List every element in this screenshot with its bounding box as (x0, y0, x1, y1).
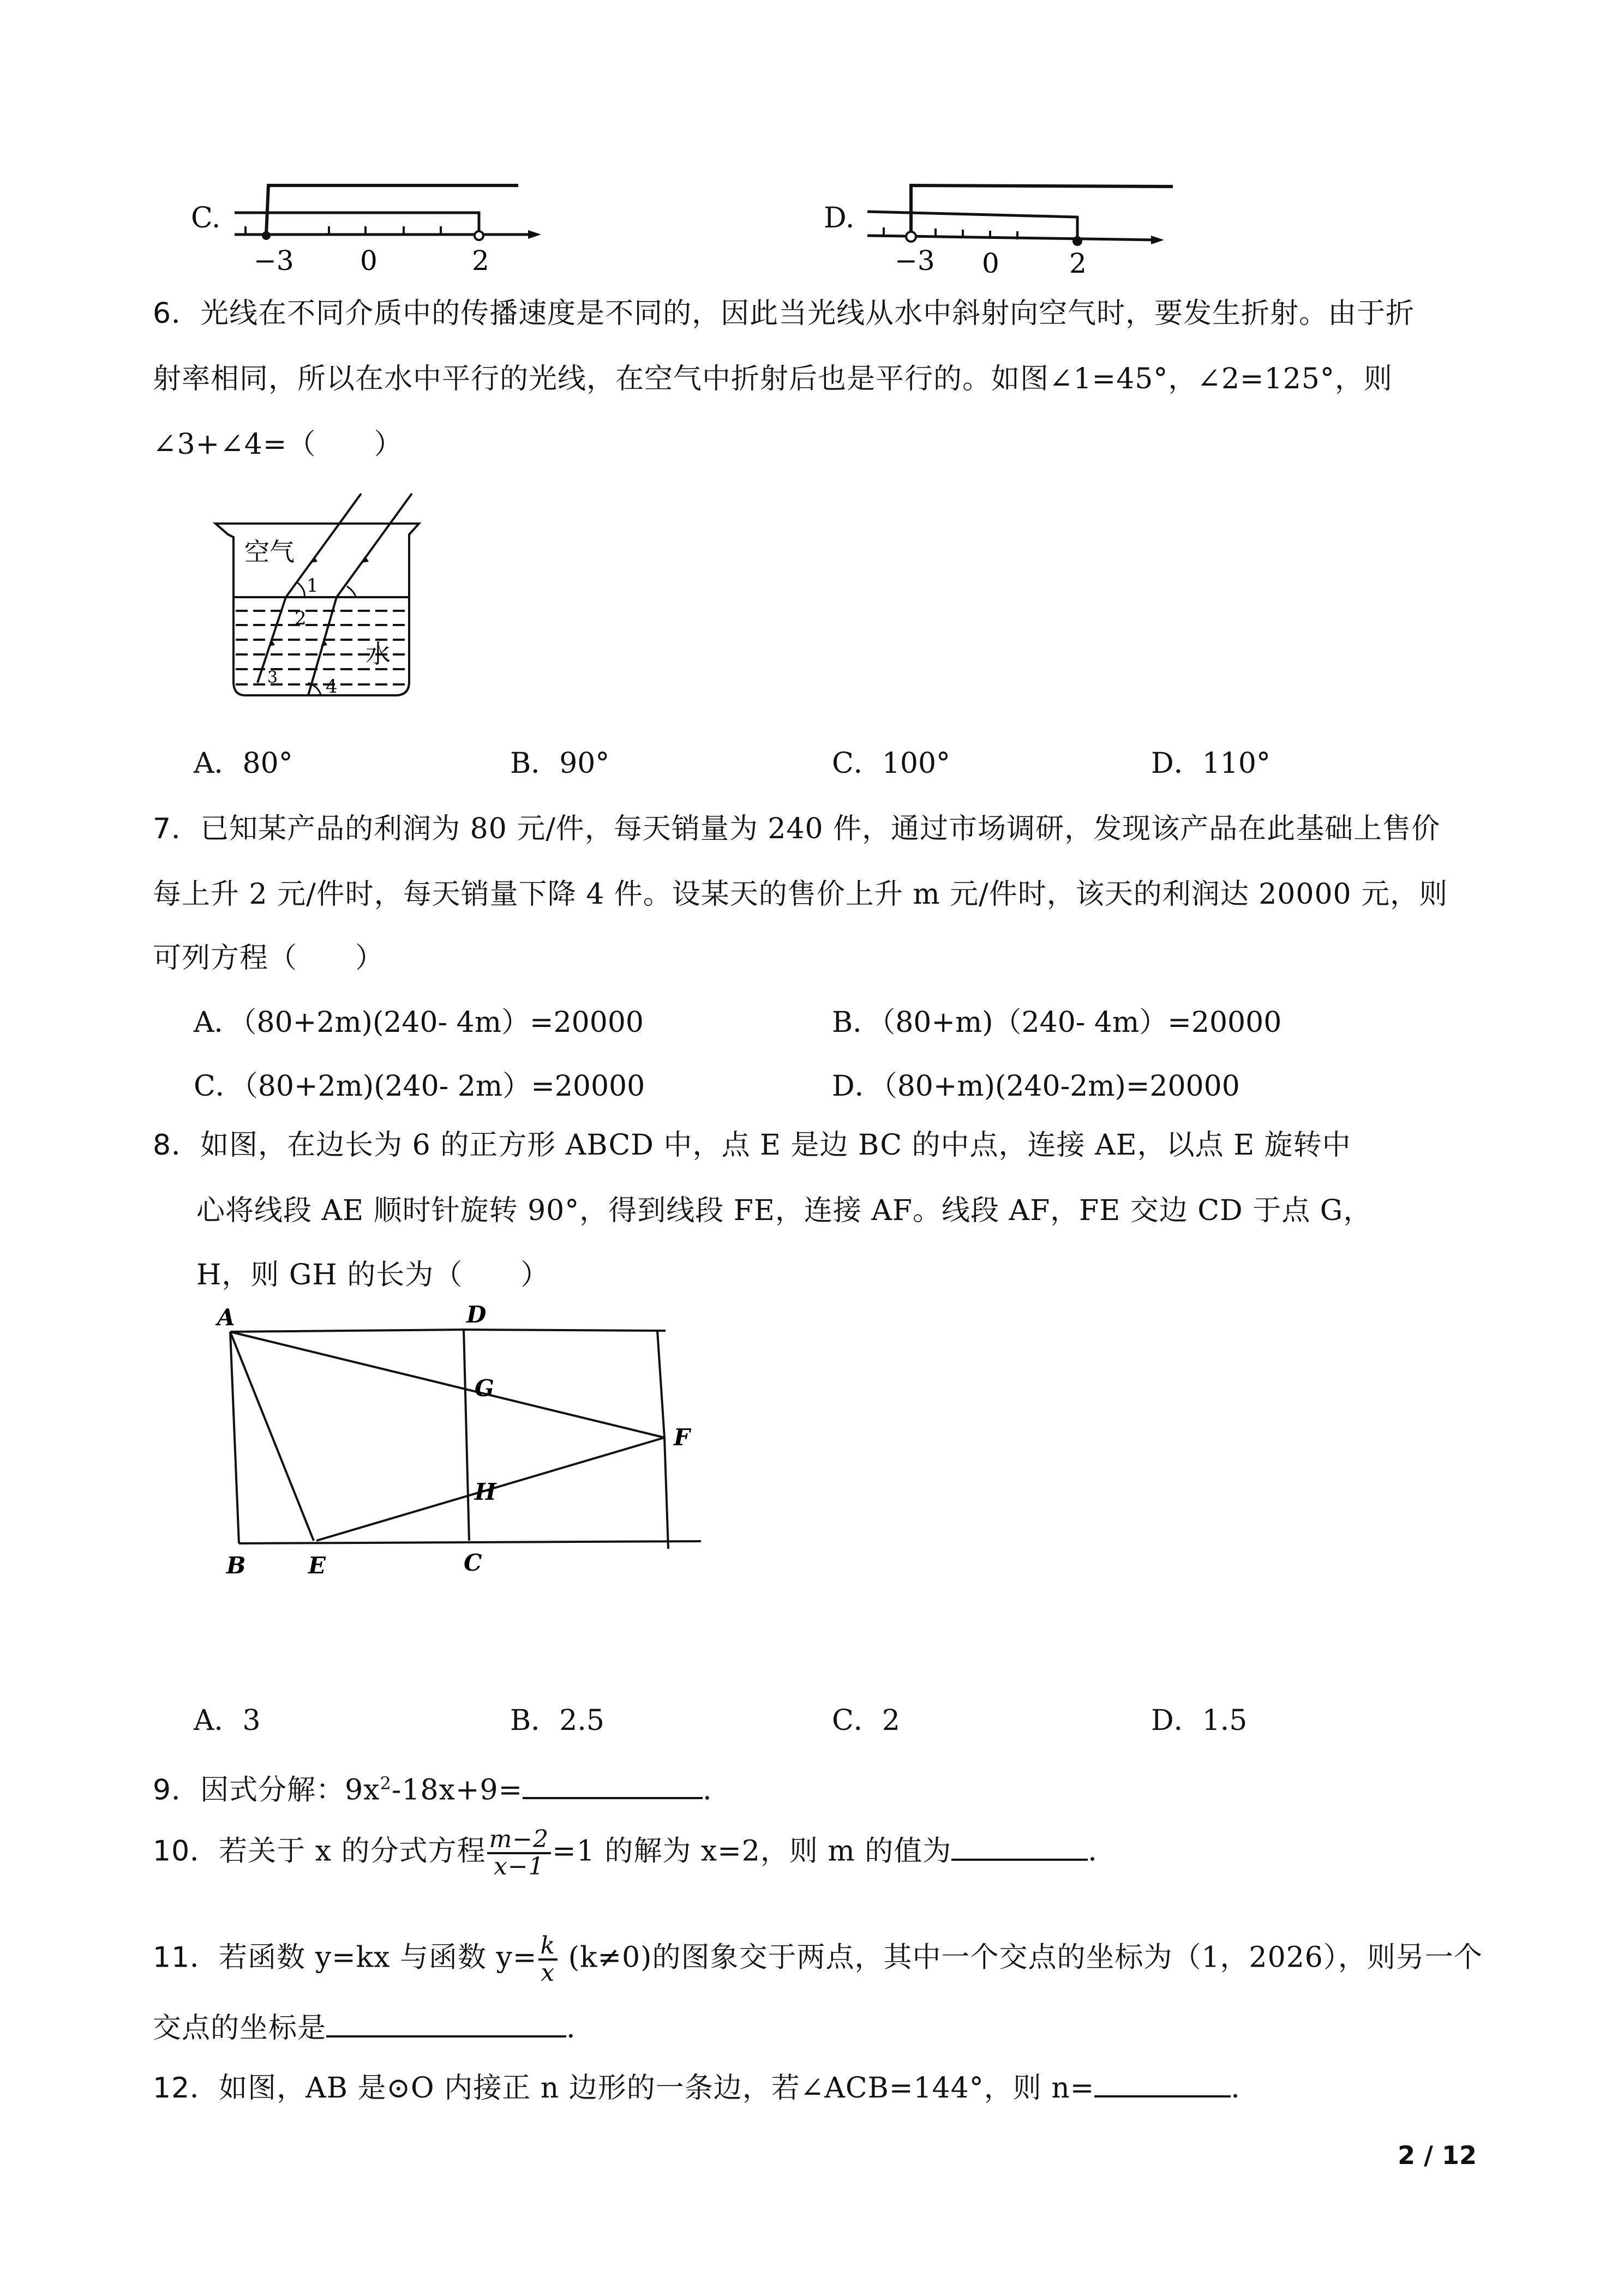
fraction-numerator: m−2 (487, 1827, 552, 1854)
q6-line-1 (153, 297, 1415, 330)
tick-label: 0 (982, 248, 999, 273)
q6-option-d[interactable]: D．110° (1151, 747, 1271, 780)
angle-label: 1 (307, 575, 319, 597)
number-line-c-figure (229, 164, 622, 273)
open-point (475, 231, 483, 240)
q8-line-1 (153, 1129, 1351, 1162)
point-label: F (674, 1424, 690, 1451)
answer-blank[interactable] (1094, 2067, 1231, 2097)
question-number: 8． (153, 1129, 201, 1162)
point-label: C (464, 1549, 482, 1576)
question-text: 交点的坐标是 (153, 2012, 327, 2045)
q7-line-3: 可列方程（ ） (153, 942, 385, 975)
question-number: 7． (153, 813, 201, 845)
page-indicator: 2 / 12 (1398, 2141, 1477, 2170)
answer-blank[interactable] (523, 1769, 703, 1799)
question-text: -18x+9= (391, 1774, 523, 1807)
tick-label: 2 (472, 245, 489, 273)
question-text: 因式分解：9x (200, 1774, 380, 1807)
point-label: B (226, 1552, 246, 1579)
q7-option-d[interactable]: D．（80+m)(240-2m)=20000 (832, 1070, 1240, 1103)
filled-point (262, 231, 271, 240)
question-text: 若关于 x 的分式方程 (219, 1835, 486, 1868)
q8-option-a[interactable]: A．3 (194, 1704, 261, 1737)
refraction-beaker-figure (185, 480, 458, 709)
q11-line-2 (153, 2007, 576, 2045)
q7-option-c[interactable]: C．（80+2m)(240- 2m）=20000 (194, 1070, 645, 1103)
q10-line (153, 1827, 1098, 1879)
period: . (1231, 2072, 1241, 2105)
fraction-numerator: k (538, 1933, 558, 1961)
q6-option-a[interactable]: A．80° (194, 747, 293, 780)
question-number: 9． (153, 1774, 201, 1807)
fraction (538, 1933, 558, 1986)
question-text: 如图，在边长为 6 的正方形 ABCD 中，点 E 是边 BC 的中点，连接 AE，以点 E 旋转中 (200, 1129, 1351, 1162)
q8-line-2: 心将线段 AE 顺时针旋转 90°，得到线段 FE，连接 AF。线段 AF，FE 交边 CD 于点 G， (196, 1194, 1373, 1227)
tick-label: 2 (1069, 248, 1087, 273)
angle-label: 3 (267, 668, 278, 687)
tick-label: −3 (895, 245, 935, 273)
q6-line-3: ∠3+∠4=（ ） (153, 428, 403, 461)
angle-label: 2 (295, 608, 307, 629)
q6-line-2: 射率相同，所以在水中平行的光线，在空气中折射后也是平行的。如图∠1=45°，∠2=125°，则 (153, 363, 1393, 395)
point-label: D (466, 1301, 487, 1328)
tick-label: 0 (360, 245, 377, 273)
air-label: 空气 (244, 537, 295, 567)
q9-line (153, 1767, 712, 1806)
exponent: 2 (380, 1773, 392, 1794)
point-label: G (475, 1375, 494, 1402)
filled-point (1072, 236, 1082, 246)
angle-label: 4 (326, 676, 338, 698)
q7-line-1 (153, 813, 1440, 845)
fraction (487, 1827, 552, 1879)
q8-line-3: H，则 GH 的长为（ ） (196, 1259, 550, 1291)
fraction-denominator: x (541, 1959, 555, 1987)
tick-label: −3 (254, 245, 294, 273)
q6-option-b[interactable]: B．90° (510, 747, 610, 780)
option-label: C. (191, 202, 221, 235)
question-text: 已知某产品的利润为 80 元/件，每天销量为 240 件，通过市场调研，发现该产品在此基础上售价 (200, 813, 1441, 845)
question-text: 如图，AB 是⊙O 内接正 n 边形的一条边，若∠ACB=144°，则 n= (219, 2072, 1095, 2105)
q7-line-2: 每上升 2 元/件时，每天销量下降 4 件。设某天的售价上升 m 元/件时，该天的利润达 20000 元，则 (153, 878, 1448, 911)
point-label: H (475, 1478, 496, 1505)
fraction-denominator: x−1 (494, 1853, 544, 1880)
period: . (1088, 1835, 1098, 1868)
water-label: 水 (365, 639, 391, 669)
q7-option-b[interactable]: B．（80+m)（240- 4m）=20000 (832, 1006, 1282, 1039)
q7-option-a[interactable]: A．（80+2m)(240- 4m）=20000 (194, 1006, 644, 1039)
option-label: D. (824, 202, 855, 235)
answer-blank[interactable] (951, 1830, 1088, 1861)
point-label: A (217, 1304, 235, 1331)
q12-line (153, 2067, 1241, 2105)
question-number: 6． (153, 297, 201, 330)
question-text: 若函数 y=kx 与函数 y= (219, 1941, 537, 1974)
open-point (906, 232, 916, 242)
question-number: 11． (153, 1941, 219, 1974)
point-label: E (308, 1552, 326, 1579)
q8-option-b[interactable]: B．2.5 (510, 1704, 604, 1737)
number-line-d-figure (867, 164, 1260, 273)
question-text: =1 的解为 x=2，则 m 的值为 (552, 1835, 952, 1868)
period: . (566, 2012, 576, 2045)
period: . (703, 1774, 712, 1807)
q11-line-1 (153, 1933, 1483, 1986)
answer-blank[interactable] (326, 2007, 566, 2037)
square-rotation-figure (207, 1298, 726, 1680)
question-text: 光线在不同介质中的传播速度是不同的，因此当光线从水中斜射向空气时，要发生折射。由于折 (200, 297, 1415, 330)
q6-option-c[interactable]: C．100° (832, 747, 951, 780)
q8-option-d[interactable]: D．1.5 (1151, 1704, 1248, 1737)
question-number: 12． (153, 2072, 219, 2105)
question-text: (k≠0)的图象交于两点，其中一个交点的坐标为（1，2026），则另一个 (559, 1941, 1483, 1974)
question-number: 10． (153, 1835, 219, 1868)
q8-option-c[interactable]: C．2 (832, 1704, 900, 1737)
